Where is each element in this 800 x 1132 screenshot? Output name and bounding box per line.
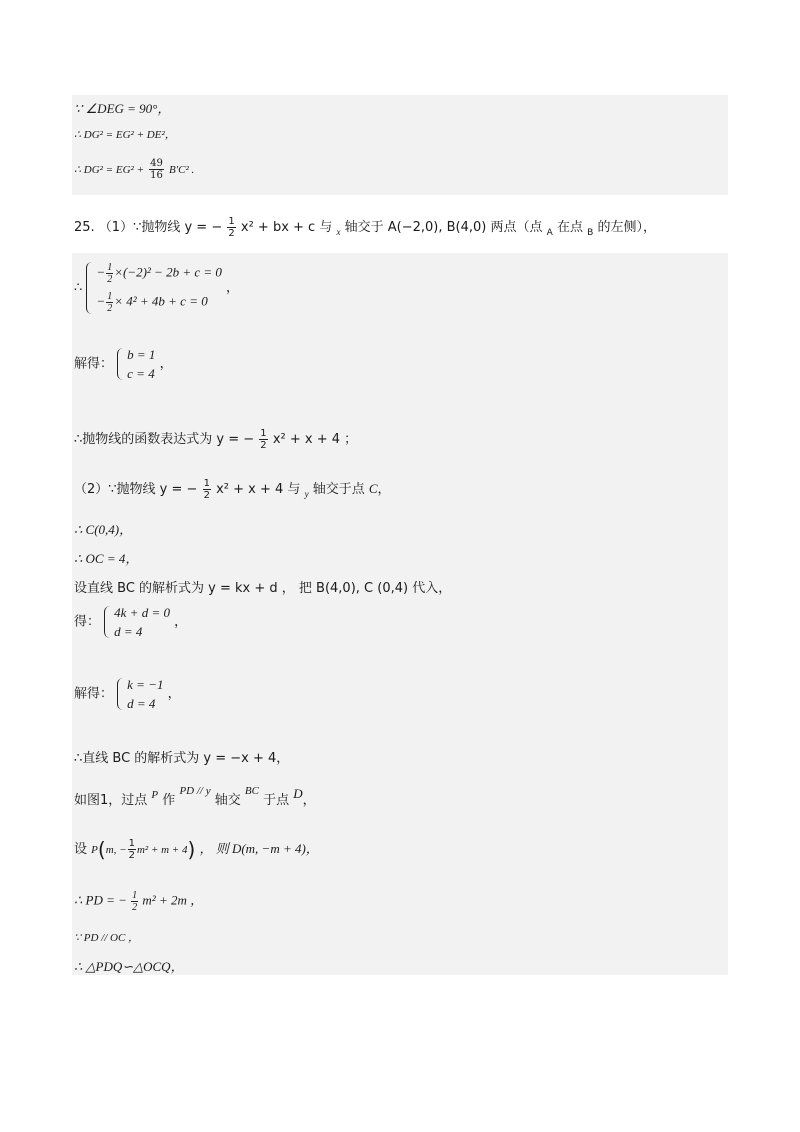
pythagoras-line: ∴ DG² = EG² + DE²， bbox=[74, 129, 176, 141]
pd-length: ∴ PD = − $\frac{1}{2}$ m² + 2m ， bbox=[74, 890, 204, 913]
point-c: ∴ C(0,4)， bbox=[74, 522, 133, 537]
figure-construction: 如图1，过点 $^P$ 作 $^{PD // y}$ 轴交 $^{BC}$ 于点 D， bbox=[74, 785, 316, 808]
oc-length: ∴ OC = 4， bbox=[74, 551, 139, 566]
q25-part1-intro: 25. （1）∵抛物线 y = − $\frac{1}{2}$ x² + bx + c 与 $_x$ 轴交于 A(−2,0), B(4,0) 两点（点 $_A$ 在点 $_B$ 的左侧）， bbox=[74, 216, 656, 239]
angle-deg-line: ∵ ∠DEG = 90°， bbox=[74, 101, 171, 116]
dg-squared-line: ∴ DG² = EG² + $\frac{49}{16}$ B′C² . bbox=[74, 158, 195, 181]
solution-1: 解得： b = 1 c = 4 ， bbox=[74, 347, 173, 381]
solution-2: 解得： k = −1 d = 4 ， bbox=[74, 677, 181, 711]
line-bc-setup: 设直线 BC 的解析式为 y = kx + d ， 把 B(4,0), C (0,4) 代入， bbox=[74, 581, 452, 596]
parabola-expression: ∴抛物线的函数表达式为 y = − $\frac{1}{2}$ x² + x + 4 ； bbox=[74, 428, 358, 451]
parallel-statement: ∵ PD // OC ， bbox=[74, 932, 140, 944]
line-bc-result: ∴直线 BC 的解析式为 y = −x + 4， bbox=[74, 751, 290, 766]
set-point-p: 设 P(m, − $\frac{1}{2}$ m² + m + 4) ， 则 D(m, −m + 4)， bbox=[74, 837, 319, 862]
similar-triangles: ∴ △PDQ∽△OCQ， bbox=[74, 959, 184, 974]
q25-part2-intro: （2）∵抛物线 y = − $\frac{1}{2}$ x² + x + 4 与 $_y$ 轴交于点 C， bbox=[74, 478, 391, 501]
equation-system-1: ∴ − $\frac{1}{2}$ ×(−2)² − 2b + c = 0 − $\frac{1}{2}$ × 4² + 4b + c = 0 ， bbox=[74, 262, 240, 314]
equation-system-2: 得： 4k + d = 0 d = 4 ， bbox=[74, 605, 188, 639]
